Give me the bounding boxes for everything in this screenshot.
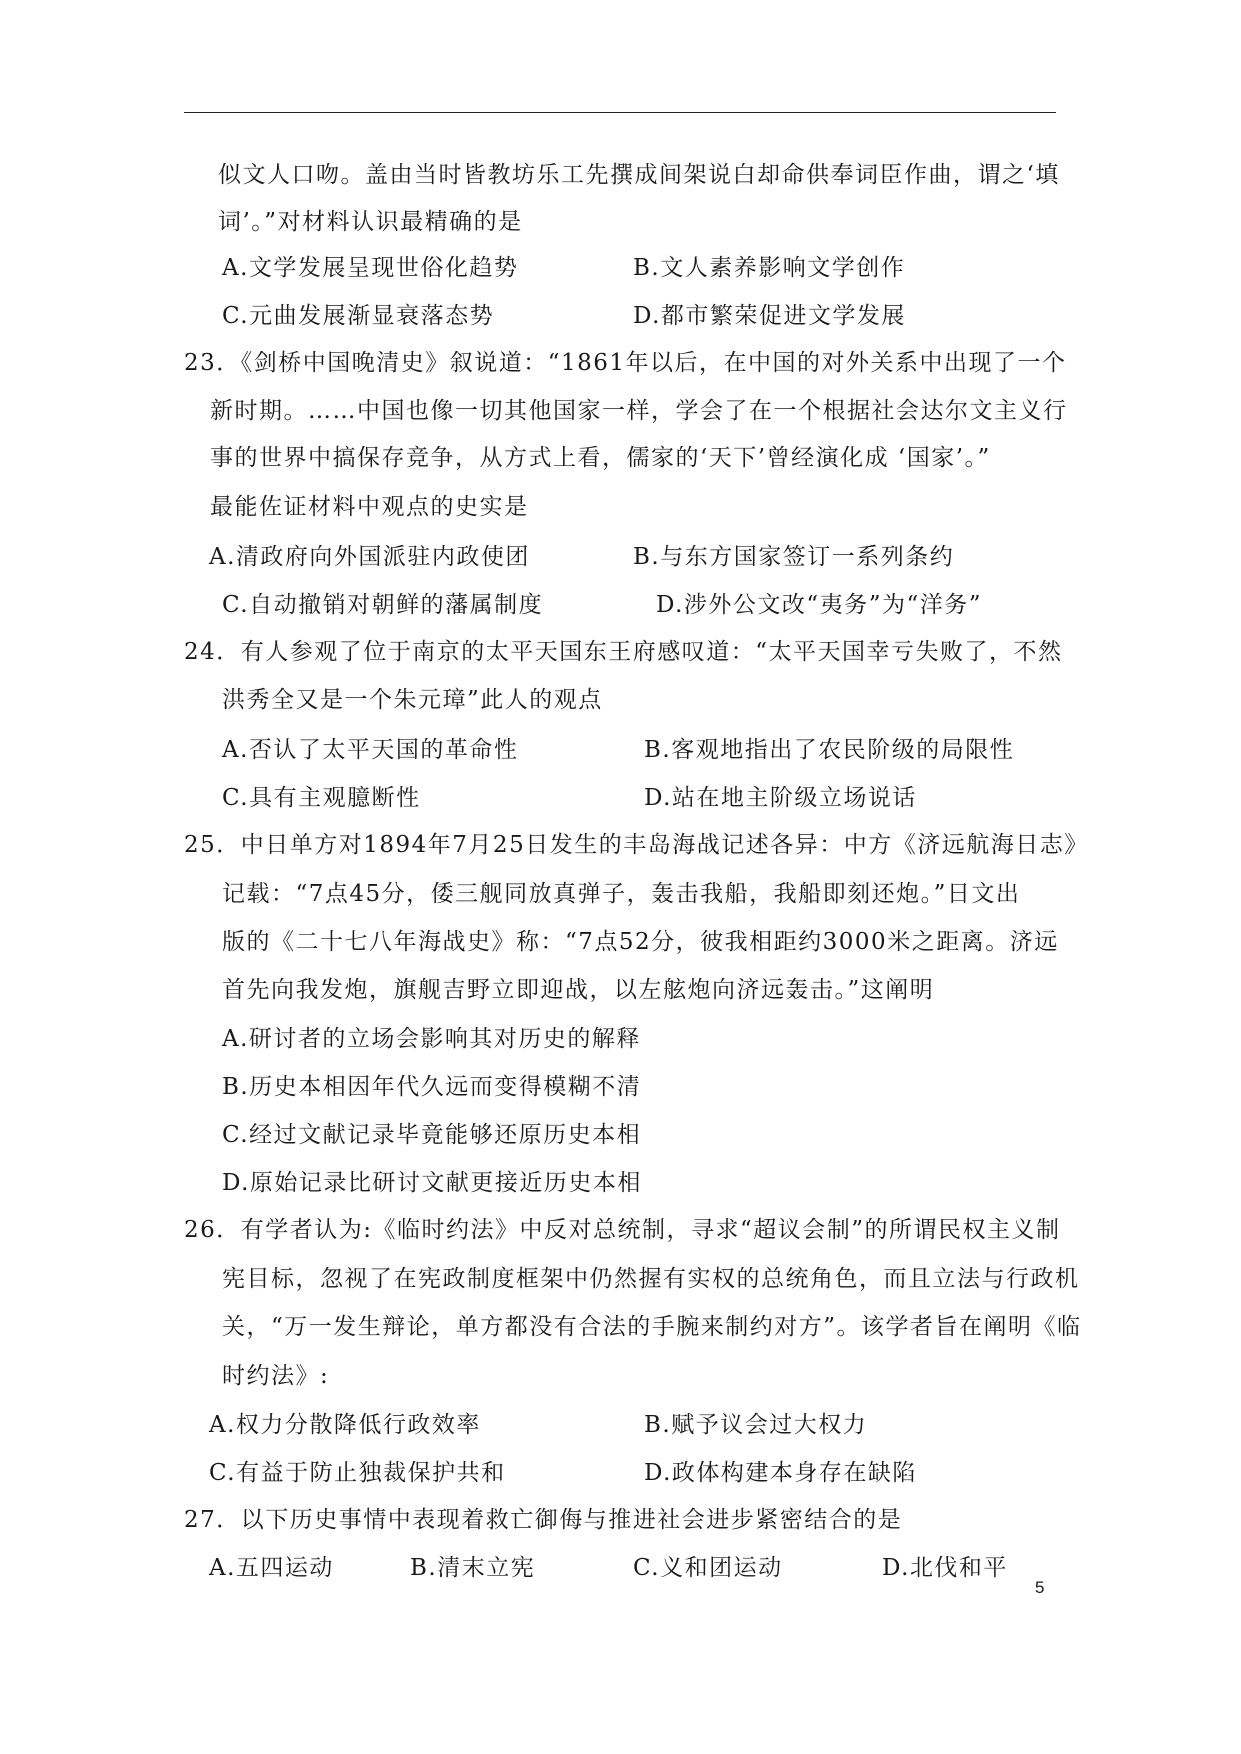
question-25-stem: 记载：“7点45分，倭三舰同放真弹子，轰击我船，我船即刻还炮。”日文出 [222, 881, 1021, 907]
option-b: B.历史本相因年代久远而变得模糊不清 [222, 1074, 642, 1100]
option-b: B.与东方国家签订一系列条约 [633, 544, 955, 570]
question-25-stem: 首先向我发炮，旗舰吉野立即迎战，以左舷炮向济远轰击。”这阐明 [222, 977, 935, 1003]
option-c: C.元曲发展渐显衰落态势 [222, 303, 495, 329]
option-a: A.五四运动 [209, 1555, 334, 1581]
option-a: A.文学发展呈现世俗化趋势 [222, 255, 519, 281]
question-22-continuation-line: 似文人口吻。盖由当时皆教坊乐工先撰成间架说白却命供奉词臣作曲，谓之‘填 [218, 162, 1060, 188]
question-23-stem: 23．《剑桥中国晚清史》叙说道：“1861年以后，在中国的对外关系中出现了一个 [184, 350, 1067, 376]
option-c: C.义和团运动 [633, 1555, 783, 1581]
option-a: A.研讨者的立场会影响其对历史的解释 [222, 1026, 641, 1052]
question-26-stem: 关，“万一发生辩论，单方都没有合法的手腕来制约对方”。该学者旨在阐明《临 [222, 1314, 1082, 1340]
question-27-stem: 27．以下历史事情中表现着救亡御侮与推进社会进步紧密结合的是 [184, 1507, 903, 1533]
option-c: C.经过文献记录毕竟能够还原历史本相 [222, 1122, 642, 1148]
page-number: 5 [1035, 1578, 1045, 1597]
option-a: A.权力分散降低行政效率 [209, 1412, 481, 1438]
option-c: C.有益于防止独裁保护共和 [209, 1460, 506, 1486]
option-c: C.自动撤销对朝鲜的藩属制度 [222, 592, 544, 618]
question-24-stem: 洪秀全又是一个朱元璋”此人的观点 [222, 687, 603, 713]
question-25-stem: 25．中日单方对1894年7月25日发生的丰岛海战记述各异：中方《济远航海日志》 [184, 832, 1089, 858]
question-26-stem: 时约法》: [222, 1363, 330, 1389]
option-b: B.文人素养影响文学创作 [633, 255, 906, 281]
question-26-stem: 宪目标，忽视了在宪政制度框架中仍然握有实权的总统角色，而且立法与行政机 [222, 1266, 1080, 1292]
question-23-stem: 最能佐证材料中观点的史实是 [210, 494, 529, 520]
question-25-stem: 版的《二十七八年海战史》称：“7点52分，彼我相距约3000米之距离。济远 [222, 929, 1059, 955]
option-b: B.赋予议会过大权力 [644, 1412, 868, 1438]
option-b: B.客观地指出了农民阶级的局限性 [644, 737, 1015, 763]
question-23-stem: 事的世界中搞保存竞争，从方式上看，儒家的‘天下’曾经演化成 ‘国家’。” [210, 445, 991, 471]
option-a: A.否认了太平天国的革命性 [222, 737, 519, 763]
option-d: D.站在地主阶级立场说话 [644, 785, 917, 811]
question-24-stem: 24．有人参观了位于南京的太平天国东王府感叹道：“太平天国幸亏失败了，不然 [184, 639, 1063, 665]
option-d: D.原始记录比研讨文献更接近历史本相 [222, 1170, 642, 1196]
header-rule [184, 112, 1056, 113]
question-23-stem: 新时期。……中国也像一切其他国家一样，学会了在一个根据社会达尔文主义行 [210, 398, 1068, 424]
question-22-continuation-line: 词’。”对材料认识最精确的是 [218, 209, 523, 235]
option-c: C.具有主观臆断性 [222, 785, 421, 811]
option-d: D.政体构建本身存在缺陷 [644, 1460, 917, 1486]
option-d: D.都市繁荣促进文学发展 [633, 303, 906, 329]
option-d: D.北伐和平 [882, 1555, 1008, 1581]
option-a: A.清政府向外国派驻内政使团 [209, 544, 530, 570]
option-b: B.清末立宪 [410, 1555, 536, 1581]
option-d: D.涉外公文改“夷务”为“洋务” [656, 592, 982, 618]
question-26-stem: 26．有学者认为:《临时约法》中反对总统制，寻求“超议会制”的所谓民权主义制 [184, 1217, 1061, 1243]
